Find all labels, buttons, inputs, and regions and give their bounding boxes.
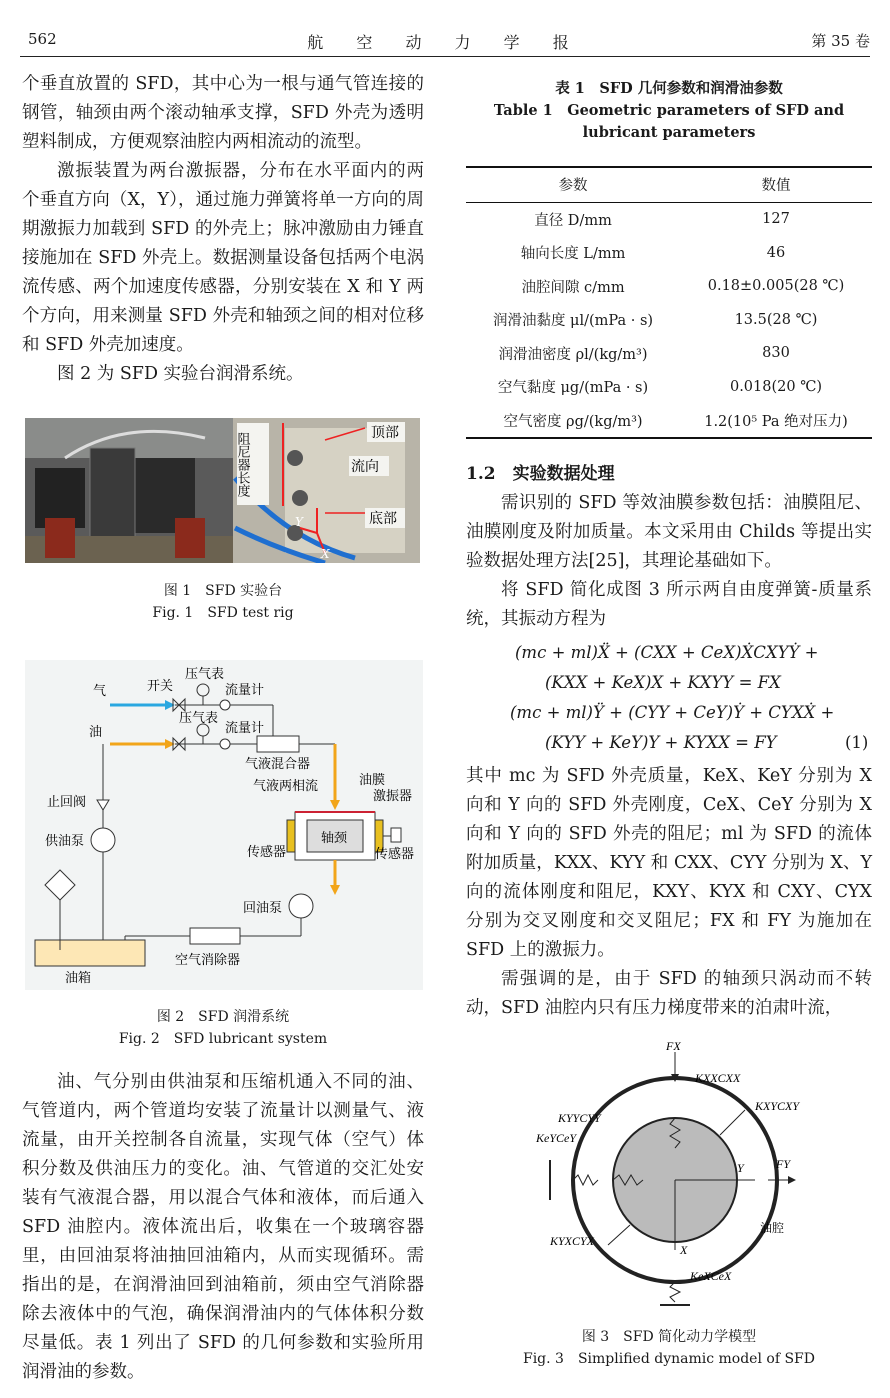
table-row — [466, 270, 872, 304]
label-y-axis: Y — [737, 1161, 744, 1175]
figure-3-caption — [466, 1326, 872, 1370]
label-kxy: KXYCXY — [755, 1099, 800, 1113]
table-header: 参数 — [466, 167, 680, 202]
label-air-eliminator: 空气消除器 — [175, 952, 241, 967]
table-cell: 轴向长度 L/mm — [520, 246, 626, 263]
caption-en: Fig. 2 SFD lubricant system — [118, 1031, 328, 1047]
label-gas: 气 — [93, 683, 107, 698]
equation-line-4: (KYY + KeY)Y + KYXX = FY — [545, 733, 777, 752]
label-sensor-right: 传感器 — [375, 846, 415, 861]
lubricant-system-diagram — [25, 660, 423, 990]
label-flow: 流向 — [351, 458, 379, 474]
right-text-1 — [466, 460, 872, 634]
table-row — [466, 236, 872, 270]
table-cell: 13.5(28 ℃) — [734, 311, 818, 328]
label-return-pump: 回油泵 — [243, 900, 283, 915]
label-y: Y — [295, 515, 303, 529]
figure-2-caption — [22, 1006, 424, 1050]
label-oil: 油 — [89, 724, 103, 739]
paragraph: 将 SFD 简化成图 3 所示两自由度弹簧-质量系统，其振动方程为 — [466, 580, 872, 629]
label-tank: 油箱 — [65, 970, 92, 985]
figure-3-diagram — [530, 1040, 810, 1315]
table-title-en-2: lubricant parameters — [582, 124, 756, 141]
label-key: KeYCeY — [536, 1131, 577, 1145]
label-top: 顶部 — [371, 424, 399, 440]
dynamic-model-diagram — [530, 1040, 810, 1315]
label-x: X — [321, 547, 330, 561]
label-fx: FX — [666, 1040, 681, 1053]
label-oil-cavity: 油腔 — [760, 1221, 785, 1235]
paragraph: 需强调的是，由于 SFD 的轴颈只涡动而不转动，SFD 油腔内只有压力梯度带来的泊肃叶流， — [466, 969, 872, 1018]
label-damper-length: 阻尼器长度 — [235, 432, 251, 497]
paragraph: 个垂直放置的 SFD，其中心为一根与通气管连接的钢管，轴颈由两个滚动轴承支撑，SFD 外壳为透明塑料制成，方便观察油腔内两相流动的流型。 — [22, 74, 424, 152]
table-1 — [466, 166, 872, 439]
table-cell: 油腔间隙 c/mm — [521, 279, 625, 296]
paragraph: 其中 mc 为 SFD 外壳质量，KeX、KeY 分别为 X 向和 Y 向的 SFD 外壳刚度，CeX、CeY 分别为 X 向和 Y 向的 SFD 外壳的阻尼；ml 为 SFD 的流体附加质量，KXX、KYY 和 CXX、CYY 分别为 X、Y 向的流体刚度和阻尼，KXY、KYX 和 CXY、CYX 分别为交叉刚度和交叉阻尼；FX 和 FY 为施加在 SFD 上的激振力。 — [466, 766, 872, 960]
equation-line-2: (KXX + KeX)X + KXYY = FX — [545, 673, 781, 692]
table-row — [466, 303, 872, 337]
table-cell: 830 — [762, 345, 790, 362]
right-text-2 — [466, 762, 872, 1023]
left-text-2 — [22, 1068, 424, 1387]
label-fy: FY — [776, 1157, 791, 1171]
table-cell: 润滑油黏度 μl/(mPa · s) — [492, 313, 654, 330]
equation-line-1: (mc + ml)Ẍ + (CXX + CeX)ẊCXYẎ + — [515, 643, 819, 662]
label-supply-pump: 供油泵 — [45, 833, 85, 848]
label-gauge-2: 压气表 — [179, 710, 219, 725]
running-header — [20, 28, 870, 57]
left-text-1 — [22, 70, 424, 389]
table-row — [466, 337, 872, 371]
table-title-en: Table 1 Geometric parameters of SFD and — [493, 102, 845, 119]
table-cell: 0.018(20 ℃) — [729, 378, 823, 395]
table-cell: 127 — [762, 211, 790, 228]
table-cell: 46 — [766, 244, 786, 261]
label-kex: KeXCeX — [690, 1269, 732, 1283]
label-kyx: KYXCYX — [550, 1234, 595, 1248]
volume: 第 35 卷 — [811, 32, 870, 50]
figure-1-caption — [22, 580, 424, 624]
caption-en: Fig. 1 SFD test rig — [152, 605, 294, 621]
table-cell: 0.18±0.005(28 ℃) — [707, 278, 845, 295]
label-sensor-left: 传感器 — [247, 844, 287, 859]
table-cell: 直径 D/mm — [534, 212, 612, 229]
journal-title: 航 空 动 力 学 报 — [307, 33, 583, 52]
table-cell: 润滑油密度 ρl/(kg/m³) — [498, 346, 648, 363]
paragraph: 需识别的 SFD 等效油膜参数包括：油膜阻尼、油膜刚度及附加质量。本文采用由 Childs 等提出实验数据处理方法[25]，其理论基础如下。 — [466, 493, 872, 571]
label-twophase: 气液两相流 — [253, 778, 319, 793]
label-gauge-1: 压气表 — [185, 666, 225, 681]
paragraph: 激振装置为两台激振器，分布在水平面内的两个垂直方向（X，Y），通过施力弹簧将单一方向的周期激振力加载到 SFD 的外壳上；脉冲激励由力锤直接施加在 SFD 外壳上。数据测量设备包括两个电涡流传感、两个加速度传感器，分别安装在 X 和 Y 两个方向，用来测量 SFD 外壳和轴颈之间的相对位移和 SFD 外壳加速度。 — [22, 161, 424, 355]
table-row — [466, 202, 872, 236]
caption-cn: 图 3 SFD 简化动力学模型 — [581, 1329, 757, 1345]
caption-en: Fig. 3 Simplified dynamic model of SFD — [522, 1351, 815, 1367]
table-title-cn: 表 1 SFD 几何参数和润滑油参数 — [555, 80, 783, 97]
label-journal: 轴颈 — [321, 830, 348, 845]
table-cell: 1.2(10⁵ Pa 绝对压力) — [680, 404, 872, 439]
label-oilfilm: 油膜 — [359, 772, 386, 787]
table-1-title — [466, 78, 872, 144]
test-rig-photo-illustration — [25, 418, 420, 563]
table-row — [466, 404, 872, 439]
table-cell: 空气黏度 μg/(mPa · s) — [497, 380, 649, 397]
paragraph: 图 2 为 SFD 实验台润滑系统。 — [57, 364, 304, 384]
label-check-valve: 止回阀 — [47, 794, 87, 809]
figure-1-photo — [25, 418, 420, 563]
label-mixer: 气液混合器 — [245, 756, 311, 771]
caption-cn: 图 1 SFD 实验台 — [163, 583, 283, 599]
table-row — [466, 370, 872, 404]
table-cell: 空气密度 ρg/(kg/m³) — [466, 404, 680, 439]
page-number: 562 — [28, 30, 57, 48]
label-shaker: 激振器 — [373, 788, 413, 803]
equation-number: (1) — [845, 733, 869, 752]
label-x-axis: X — [680, 1243, 688, 1257]
caption-cn: 图 2 SFD 润滑系统 — [156, 1009, 290, 1025]
section-heading: 1.2 实验数据处理 — [466, 464, 615, 484]
equation-line-3: (mc + ml)Ÿ + (CYY + CeY)Ẏ + CYXẊ + — [510, 703, 835, 722]
paragraph: 油、气分别由供油泵和压缩机通入不同的油、气管道内，两个管道均安装了流量计以测量气、液流量，由开关控制各自流量，实现气体（空气）体积分数及供油压力的变化。油、气管道的交汇处安装有气液混合器，用以混合气体和液体，而后通入 SFD 油腔内。液体流出后，收集在一个玻璃容器里，由回油泵将油抽回油箱内，从而实现循环。需指出的是，在润滑油回到油箱前，须由空气消除器除去液体中的气泡，确保润滑油内的气体体积分数尽量低。表 1 列出了 SFD 的几何参数和实验所用润滑油的参数。 — [22, 1072, 424, 1382]
label-bottom: 底部 — [369, 510, 397, 526]
label-kyy: KYYCYY — [558, 1111, 601, 1125]
label-flowmeter-1: 流量计 — [225, 682, 265, 697]
label-flowmeter-2: 流量计 — [225, 720, 265, 735]
label-kxx: KXXCXX — [695, 1071, 741, 1085]
label-switch: 开关 — [147, 678, 174, 693]
figure-2-diagram — [25, 660, 423, 990]
table-header: 数值 — [680, 167, 872, 202]
